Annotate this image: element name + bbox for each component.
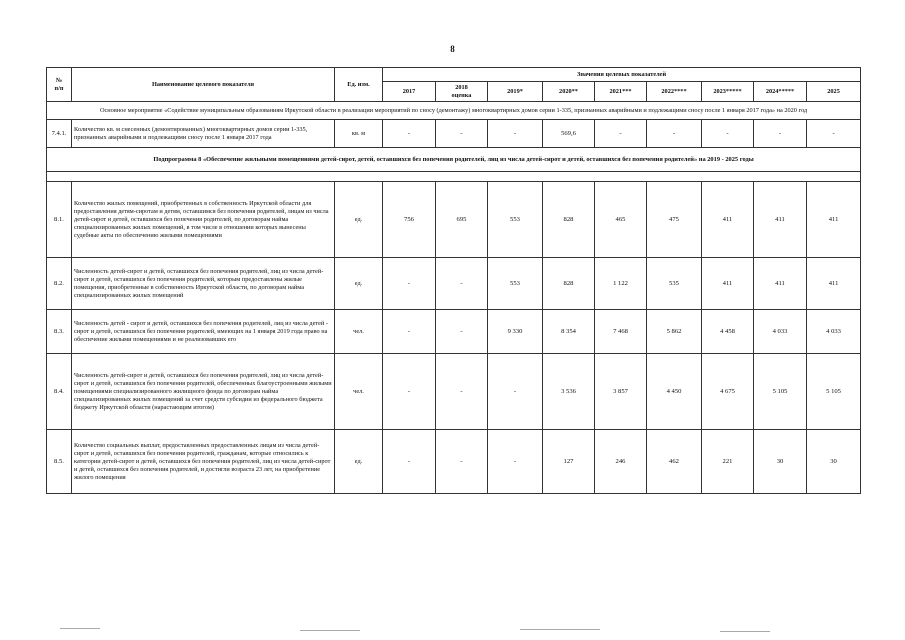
row-value: - [436,120,488,148]
col-header-year: 2018 оценка [436,82,488,102]
row-unit: чел. [335,354,383,430]
row-value: 5 105 [807,354,861,430]
row-unit: ед. [335,182,383,258]
table-row [47,354,861,430]
row-value: 828 [543,258,595,310]
col-header-num-text: № п/п [54,76,64,92]
row-indicator-name: Численность детей - сирот и детей, оставшихся без попечения родителей, лиц из числа детей - сирот и детей, оставшихся без попечения родителей, имеющих на 1 января 2019 года право на обеспечение жилыми помещениями и не реализовавших его [72,310,335,354]
row-number: 8.2. [47,258,72,310]
row-value: 1 122 [595,258,647,310]
row-value: - [436,354,488,430]
col-header-year: 2024***** [754,82,807,102]
row-value: - [436,310,488,354]
row-value: 7 468 [595,310,647,354]
col-header-year: 2019* [488,82,543,102]
row-value: - [436,430,488,494]
row-unit: кв. м [335,120,383,148]
col-header-name: Наименование целевого показателя [72,68,335,102]
row-value: 695 [436,182,488,258]
row-value: 4 458 [702,310,754,354]
row-value: 475 [647,182,702,258]
row-value: 4 033 [807,310,861,354]
row-value: 3 857 [595,354,647,430]
row-value: - [383,354,436,430]
row-value: - [383,430,436,494]
row-value: 4 450 [647,354,702,430]
row-value: 3 536 [543,354,595,430]
row-value: 4 675 [702,354,754,430]
row-value: - [488,354,543,430]
row-value: 828 [543,182,595,258]
row-value: 411 [702,258,754,310]
row-value: 411 [807,258,861,310]
row-value: - [488,120,543,148]
table-row [47,258,861,310]
row-indicator-name: Количество жилых помещений, приобретенных в собственность Иркутской области для предоставления детям-сиротам и детям, оставшимся без попечения родителей, лицам из числа детей-сирот и детей, оставшихся без попечения родителей, по договорам найма специализированных жилых помещений, в том числе в отношении которых вынесены судебные акты по обеспечению жилыми помещениями [72,182,335,258]
row-value: - [383,258,436,310]
row-indicator-name: Количество кв. м снесенных (демонтированных) многоквартирных домов серии 1-335, признанных аварийными и подлежащими сносу после 1 января 2017 года [72,120,335,148]
col-header-year: 2022**** [647,82,702,102]
target-indicators-table [46,67,861,494]
row-value: 465 [595,182,647,258]
row-value: - [702,120,754,148]
row-value: 411 [754,182,807,258]
row-value: 569,6 [543,120,595,148]
row-unit: чел. [335,310,383,354]
row-value: 9 330 [488,310,543,354]
row-value: 756 [383,182,436,258]
scan-speck [60,628,100,629]
col-header-year: 2017 [383,82,436,102]
row-value: 127 [543,430,595,494]
row-value: - [383,120,436,148]
row-value: 8 354 [543,310,595,354]
row-value: - [595,120,647,148]
col-header-num [47,68,72,102]
section-row: Основное мероприятие «Содействие муниципальным образованиям Иркутской области в реализации мероприятий по сносу (демонтажу) многоквартирных домов серии 1-335, признанных аварийными и подлежащими сносу после 1 января 2017 года» на 2020 год [47,102,861,120]
scan-speck [720,631,770,632]
row-value: 30 [754,430,807,494]
col-header-year: 2021*** [595,82,647,102]
table-row [47,310,861,354]
row-value: - [807,120,861,148]
row-value: 411 [754,258,807,310]
row-value: 4 033 [754,310,807,354]
table-row [47,120,861,148]
blank-row [47,172,861,182]
col-header-year: 2025 [807,82,861,102]
subprogram-row: Подпрограмма 8 «Обеспечение жильными помещениями детей-сирот, детей, оставшихся без попечения родителей, лиц из числа детей-сирот и детей, оставшихся без попечения родителей» на 2019 - 2025 годы [47,148,861,172]
row-number: 8.3. [47,310,72,354]
table-row [47,430,861,494]
row-value: 5 862 [647,310,702,354]
row-value: 553 [488,182,543,258]
row-indicator-name: Численность детей-сирот и детей, оставшихся без попечения родителей, лиц из числа детей-сирот и детей, оставшихся без попечения родителей, обеспеченных благоустроенными жилыми помещениями специализированного жилищного фонда по договорам найма специализированных жилых помещений за счет средств субсидии из федерального бюджета бюджету Иркутской области (нарастающим итогом) [72,354,335,430]
scan-speck [520,629,600,630]
row-indicator-name: Количество социальных выплат, предоставленных предоставленных лицам из числа детей-сирот и детей, оставшихся без попечения родителей, гражданам, которые относились к категории детей-сирот и детей, оставшихся без попечения родителей, лиц из числа детей-сирот и детей, оставшихся без попечения родителей, и достигли возраста 23 лет, на приобретение жилого помещения [72,430,335,494]
row-unit: ед. [335,430,383,494]
col-header-values-group: Значения целевых показателей [383,68,861,82]
col-header-unit: Ед. изм. [335,68,383,102]
row-value: - [754,120,807,148]
row-value: 5 105 [754,354,807,430]
row-number: 8.4. [47,354,72,430]
row-value: 553 [488,258,543,310]
row-value: 411 [807,182,861,258]
row-unit: ед. [335,258,383,310]
row-value: - [647,120,702,148]
row-value: 221 [702,430,754,494]
row-number: 8.1. [47,182,72,258]
row-number: 8.5. [47,430,72,494]
row-number: 7.4.1. [47,120,72,148]
row-value: - [436,258,488,310]
row-value: 246 [595,430,647,494]
row-value: 462 [647,430,702,494]
row-value: 30 [807,430,861,494]
table-row [47,182,861,258]
page-number: 8 [450,44,455,54]
scan-speck [300,630,360,631]
row-value: - [383,310,436,354]
row-value: - [488,430,543,494]
row-value: 411 [702,182,754,258]
row-indicator-name: Численность детей-сирот и детей, оставшихся без попечения родителей, лиц из числа детей-сирот и детей, оставшихся без попечения родителей, которым предоставлены жилые помещения, приобретенные в собственность Иркутской области, по договорам найма специализированных жилых помещений [72,258,335,310]
col-header-year: 2020** [543,82,595,102]
col-header-year: 2023***** [702,82,754,102]
row-value: 535 [647,258,702,310]
